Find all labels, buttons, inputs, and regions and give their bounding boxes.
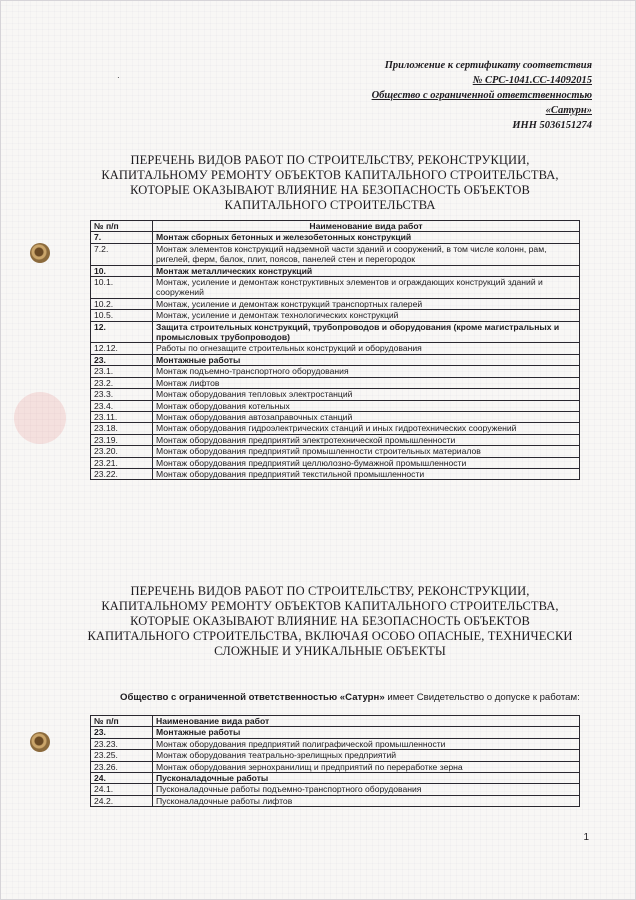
header-certificate-number: № СРС-1041.СС-14092015 [472,75,592,86]
table-row [91,377,580,388]
table-row [91,446,580,457]
section1-title-line: КАПИТАЛЬНОГО СТРОИТЕЛЬСТВА [224,198,436,212]
row-number: 23.20. [91,446,153,457]
row-number: 23.3. [91,389,153,400]
table-row [91,411,580,422]
table-row [91,400,580,411]
column-header-number: № п/п [91,716,153,727]
row-work-name: Монтаж оборудования предприятий электротехнической промышленности [153,434,580,445]
row-number: 23.25. [91,750,153,761]
table-row [91,750,580,761]
row-number: 23.23. [91,738,153,749]
page-number: 1 [583,832,589,843]
table-row [91,298,580,309]
header-line-1: Приложение к сертификату соответствия [384,60,592,71]
table-row [91,265,580,276]
header-company-name: «Сатурн» [545,105,592,116]
section1-title-line: КАПИТАЛЬНОМУ РЕМОНТУ ОБЪЕКТОВ КАПИТАЛЬНОГО СТРОИТЕЛЬСТВА, [101,168,559,182]
column-header-name: Наименование вида работ [153,221,580,232]
row-number: 23.26. [91,761,153,772]
row-work-name: Монтаж лифтов [153,377,580,388]
section2-title-line: ПЕРЕЧЕНЬ ВИДОВ РАБОТ ПО СТРОИТЕЛЬСТВУ, РЕКОНСТРУКЦИИ, [130,584,530,598]
row-work-name: Монтаж оборудования предприятий текстильной промышленности [153,468,580,479]
section2-title [70,584,590,659]
table-row [91,773,580,784]
row-number: 10.5. [91,310,153,321]
row-work-name: Монтаж сборных бетонных и железобетонных конструкций [153,232,580,243]
row-work-name: Защита строительных конструкций, трубопроводов и оборудования (кроме магистральных и промысловых трубопроводов) [153,321,580,343]
row-number: 23.18. [91,423,153,434]
row-number: 23.21. [91,457,153,468]
table-header-row [91,716,580,727]
row-number: 23.4. [91,400,153,411]
row-work-name: Пусконаладочные работы лифтов [153,795,580,806]
row-work-name: Монтаж оборудования предприятий целлюлозно-бумажной промышленности [153,457,580,468]
row-number: 10.2. [91,298,153,309]
header-inn: ИНН 5036151274 [512,120,592,131]
watermark-seal-icon [14,392,66,444]
row-work-name: Монтажные работы [153,727,580,738]
row-work-name: Монтаж подъемно-транспортного оборудования [153,366,580,377]
table-row [91,738,580,749]
binder-hole-bottom [30,732,50,752]
section1-title-line: ПЕРЕЧЕНЬ ВИДОВ РАБОТ ПО СТРОИТЕЛЬСТВУ, РЕКОНСТРУКЦИИ, [130,153,530,167]
watermark-artwork [14,302,59,352]
row-work-name: Пусконаладочные работы [153,773,580,784]
row-work-name: Монтаж оборудования гидроэлектрических станций и иных гидротехнических сооружений [153,423,580,434]
table-row [91,468,580,479]
row-number: 23.1. [91,366,153,377]
table-row [91,423,580,434]
table-row [91,784,580,795]
section2-title-line: СЛОЖНЫЕ И УНИКАЛЬНЫЕ ОБЪЕКТЫ [214,644,446,658]
section2-title-line: КАПИТАЛЬНОМУ РЕМОНТУ ОБЪЕКТОВ КАПИТАЛЬНОГО СТРОИТЕЛЬСТВА, [101,599,559,613]
row-work-name: Монтаж оборудования тепловых электростанций [153,389,580,400]
section2-title-line: КАПИТАЛЬНОГО СТРОИТЕЛЬСТВА, ВКЛЮЧАЯ ОСОБО ОПАСНЫЕ, ТЕХНИЧЕСКИ [87,629,573,643]
intro-company: Общество с ограниченной ответственностью «Сатурн» [120,692,385,703]
section1-title [80,153,580,213]
row-number: 12. [91,321,153,343]
row-number: 23.2. [91,377,153,388]
column-header-name: Наименование вида работ [153,716,580,727]
row-work-name: Монтаж оборудования предприятий промышленности строительных материалов [153,446,580,457]
row-number: 23.19. [91,434,153,445]
row-work-name: Монтаж оборудования театрально-зрелищных предприятий [153,750,580,761]
row-number: 23. [91,354,153,365]
row-work-name: Монтаж элементов конструкций надземной части зданий и сооружений, в том числе колонн, рам, ригелей, ферм, балок, плит, поясов, панелей стен и перегородок [153,243,580,265]
section2-intro [90,692,580,703]
table-row [91,310,580,321]
section1-works-table [90,220,580,480]
table-row [91,343,580,354]
row-work-name: Монтаж оборудования предприятий полиграфической промышленности [153,738,580,749]
table-row [91,354,580,365]
header-company-form: Общество с ограниченной ответственностью [371,90,592,101]
row-number: 7. [91,232,153,243]
row-number: 23.11. [91,411,153,422]
row-work-name: Монтаж оборудования автозаправочных станций [153,411,580,422]
column-header-number: № п/п [91,221,153,232]
table-row [91,457,580,468]
table-row [91,277,580,299]
row-work-name: Монтажные работы [153,354,580,365]
row-work-name: Монтаж, усиление и демонтаж технологических конструкций [153,310,580,321]
table-row [91,321,580,343]
table-row [91,727,580,738]
row-work-name: Монтаж металлических конструкций [153,265,580,276]
row-work-name: Работы по огнезащите строительных конструкций и оборудования [153,343,580,354]
certificate-header [372,58,592,133]
row-number: 24. [91,773,153,784]
intro-rest: имеет Свидетельство о допуске к работам: [384,692,580,703]
row-number: 10. [91,265,153,276]
row-number: 23.22. [91,468,153,479]
section2-title-line: КОТОРЫЕ ОКАЗЫВАЮТ ВЛИЯНИЕ НА БЕЗОПАСНОСТЬ ОБЪЕКТОВ [130,614,530,628]
binder-hole-top [30,243,50,263]
table-row [91,795,580,806]
row-work-name: Монтаж оборудования котельных [153,400,580,411]
row-number: 23. [91,727,153,738]
table-row [91,232,580,243]
row-work-name: Монтаж, усиление и демонтаж конструктивных элементов и ограждающих конструкций зданий и сооружений [153,277,580,299]
row-work-name: Монтаж, усиление и демонтаж конструкций транспортных галерей [153,298,580,309]
row-number: 24.1. [91,784,153,795]
row-number: 12.12. [91,343,153,354]
row-number: 7.2. [91,243,153,265]
stray-mark: · [117,73,120,82]
row-work-name: Монтаж оборудования зернохранилищ и предприятий по переработке зерна [153,761,580,772]
table-row [91,366,580,377]
section2-works-table [90,715,580,807]
row-number: 24.2. [91,795,153,806]
table-row [91,389,580,400]
table-row [91,761,580,772]
table-row [91,243,580,265]
row-work-name: Пусконаладочные работы подъемно-транспортного оборудования [153,784,580,795]
section1-title-line: КОТОРЫЕ ОКАЗЫВАЮТ ВЛИЯНИЕ НА БЕЗОПАСНОСТЬ ОБЪЕКТОВ [130,183,530,197]
table-header-row [91,221,580,232]
row-number: 10.1. [91,277,153,299]
table-row [91,434,580,445]
